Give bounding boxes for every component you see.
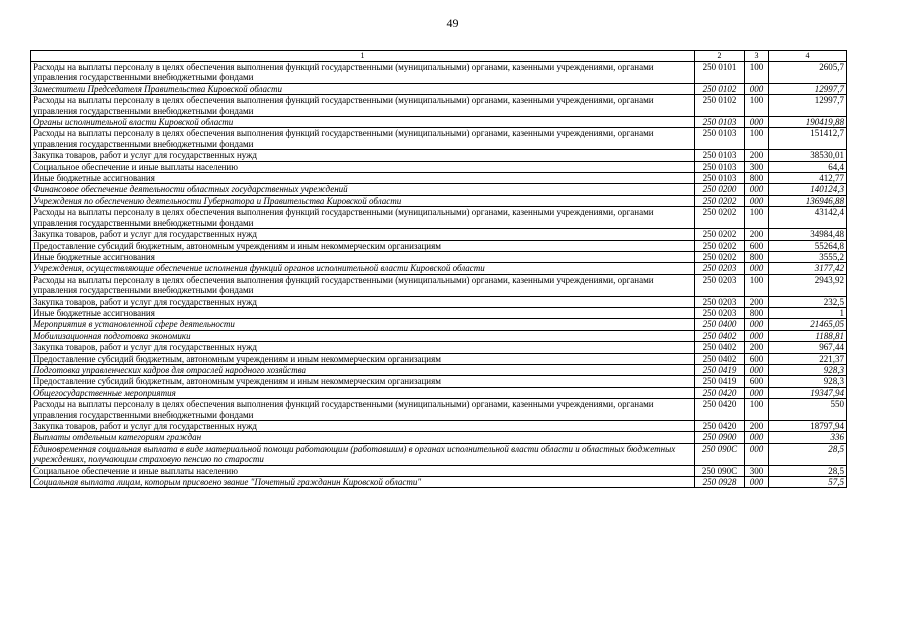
target-code-cell: 250 0420 — [695, 399, 745, 421]
expense-kind-cell: 000 — [745, 195, 769, 206]
header-row — [31, 51, 847, 62]
table-row — [31, 195, 847, 206]
target-code-cell: 250 0103 — [695, 117, 745, 128]
expense-kind-cell: 000 — [745, 319, 769, 330]
expense-kind-cell: 000 — [745, 387, 769, 398]
expense-kind-cell: 000 — [745, 330, 769, 341]
expense-kind-cell: 000 — [745, 443, 769, 465]
target-code-cell: 250 0900 — [695, 432, 745, 443]
amount-cell: 12997,7 — [769, 83, 847, 94]
target-code-cell: 250 0101 — [695, 62, 745, 84]
target-code-cell: 250 0103 — [695, 128, 745, 150]
expense-kind-cell: 200 — [745, 421, 769, 432]
table-row — [31, 477, 847, 488]
expense-name-cell: Общегосударственные мероприятия — [31, 387, 695, 398]
table-row — [31, 353, 847, 364]
table-row — [31, 319, 847, 330]
table-row — [31, 307, 847, 318]
table-row — [31, 376, 847, 387]
expense-name-cell: Предоставление субсидий бюджетным, автономным учреждениям и иным некоммерческим организациям — [31, 240, 695, 251]
table-row — [31, 173, 847, 184]
target-code-cell: 250 0202 — [695, 240, 745, 251]
page-number: 49 — [446, 16, 459, 30]
expense-kind-cell: 300 — [745, 161, 769, 172]
expense-kind-cell: 300 — [745, 465, 769, 476]
table-row — [31, 399, 847, 421]
target-code-cell: 250 0103 — [695, 161, 745, 172]
table-row — [31, 432, 847, 443]
amount-cell: 2605,7 — [769, 62, 847, 84]
expense-kind-cell: 000 — [745, 364, 769, 375]
amount-cell: 550 — [769, 399, 847, 421]
column-header-4: 4 — [769, 51, 847, 62]
expense-name-cell: Заместители Председателя Правительства Кировской области — [31, 83, 695, 94]
amount-cell: 28,5 — [769, 443, 847, 465]
target-code-cell: 250 0103 — [695, 173, 745, 184]
table-row — [31, 251, 847, 262]
expense-kind-cell: 000 — [745, 83, 769, 94]
expense-kind-cell: 200 — [745, 296, 769, 307]
target-code-cell: 250 0402 — [695, 330, 745, 341]
expense-kind-cell: 100 — [745, 274, 769, 296]
target-code-cell: 250 090С — [695, 465, 745, 476]
target-code-cell: 250 0419 — [695, 376, 745, 387]
target-code-cell: 250 0102 — [695, 83, 745, 94]
expense-name-cell: Финансовое обеспечение деятельности областных государственных учреждений — [31, 184, 695, 195]
expense-kind-cell: 600 — [745, 376, 769, 387]
amount-cell: 55264,8 — [769, 240, 847, 251]
table-row — [31, 240, 847, 251]
expense-name-cell: Единовременная социальная выплата в виде материальной помощи работающим (работавшим) в органах исполнительной власти области и областных бюджетных учреждениях, получающим страховую пенсию по старости — [31, 443, 695, 465]
amount-cell: 43142,4 — [769, 207, 847, 229]
amount-cell: 34984,48 — [769, 229, 847, 240]
target-code-cell: 250 0420 — [695, 387, 745, 398]
target-code-cell: 250 0402 — [695, 353, 745, 364]
table-row — [31, 150, 847, 161]
table-row — [31, 207, 847, 229]
expense-name-cell: Социальная выплата лицам, которым присвоено звание "Почетный гражданин Кировской области" — [31, 477, 695, 488]
amount-cell: 140124,3 — [769, 184, 847, 195]
table-row — [31, 421, 847, 432]
table-row — [31, 465, 847, 476]
target-code-cell: 250 0103 — [695, 150, 745, 161]
amount-cell: 928,3 — [769, 376, 847, 387]
expense-name-cell: Социальное обеспечение и иные выплаты населению — [31, 465, 695, 476]
expense-kind-cell: 800 — [745, 173, 769, 184]
expense-name-cell: Закупка товаров, работ и услуг для государственных нужд — [31, 150, 695, 161]
amount-cell: 221,37 — [769, 353, 847, 364]
table-row — [31, 184, 847, 195]
target-code-cell: 250 0928 — [695, 477, 745, 488]
expense-name-cell: Закупка товаров, работ и услуг для государственных нужд — [31, 296, 695, 307]
target-code-cell: 250 0202 — [695, 207, 745, 229]
expense-name-cell: Выплаты отдельным категориям граждан — [31, 432, 695, 443]
target-code-cell: 250 0200 — [695, 184, 745, 195]
target-code-cell: 250 0102 — [695, 95, 745, 117]
expense-name-cell: Закупка товаров, работ и услуг для государственных нужд — [31, 229, 695, 240]
expense-name-cell: Предоставление субсидий бюджетным, автономным учреждениям и иным некоммерческим организациям — [31, 376, 695, 387]
amount-cell: 136946,88 — [769, 195, 847, 206]
expense-kind-cell: 200 — [745, 229, 769, 240]
expense-kind-cell: 200 — [745, 150, 769, 161]
amount-cell: 151412,7 — [769, 128, 847, 150]
expense-name-cell: Учреждения по обеспечению деятельности Губернатора и Правительства Кировской области — [31, 195, 695, 206]
target-code-cell: 250 0203 — [695, 307, 745, 318]
amount-cell: 190419,88 — [769, 117, 847, 128]
expense-name-cell: Мобилизационная подготовка экономики — [31, 330, 695, 341]
column-header-3: 3 — [745, 51, 769, 62]
target-code-cell: 250 0420 — [695, 421, 745, 432]
expense-name-cell: Органы исполнительной власти Кировской области — [31, 117, 695, 128]
amount-cell: 38530,01 — [769, 150, 847, 161]
table-row — [31, 443, 847, 465]
expense-name-cell: Иные бюджетные ассигнования — [31, 173, 695, 184]
expense-name-cell: Предоставление субсидий бюджетным, автономным учреждениям и иным некоммерческим организациям — [31, 353, 695, 364]
amount-cell: 232,5 — [769, 296, 847, 307]
column-header-2: 2 — [695, 51, 745, 62]
expense-kind-cell: 600 — [745, 353, 769, 364]
expense-kind-cell: 000 — [745, 117, 769, 128]
expense-name-cell: Иные бюджетные ассигнования — [31, 307, 695, 318]
table-row — [31, 83, 847, 94]
table-body — [31, 62, 847, 488]
expense-name-cell: Расходы на выплаты персоналу в целях обеспечения выполнения функций государственными (муниципальными) органами, казенными учреждениями, органами управления государственными внебюджетными фондами — [31, 62, 695, 84]
table-row — [31, 62, 847, 84]
expense-name-cell: Закупка товаров, работ и услуг для государственных нужд — [31, 342, 695, 353]
amount-cell: 967,44 — [769, 342, 847, 353]
expense-kind-cell: 600 — [745, 240, 769, 251]
amount-cell: 3555,2 — [769, 251, 847, 262]
amount-cell: 3177,42 — [769, 263, 847, 274]
expense-kind-cell: 100 — [745, 95, 769, 117]
amount-cell: 18797,94 — [769, 421, 847, 432]
expense-name-cell: Мероприятия в установленной сфере деятельности — [31, 319, 695, 330]
amount-cell: 336 — [769, 432, 847, 443]
table-row — [31, 161, 847, 172]
target-code-cell: 250 090С — [695, 443, 745, 465]
expense-kind-cell: 100 — [745, 128, 769, 150]
expense-name-cell: Расходы на выплаты персоналу в целях обеспечения выполнения функций государственными (муниципальными) органами, казенными учреждениями, органами управления государственными внебюджетными фондами — [31, 95, 695, 117]
target-code-cell: 250 0203 — [695, 263, 745, 274]
expense-name-cell: Расходы на выплаты персоналу в целях обеспечения выполнения функций государственными (муниципальными) органами, казенными учреждениями, органами управления государственными внебюджетными фондами — [31, 128, 695, 150]
budget-table — [30, 50, 847, 488]
amount-cell: 21465,05 — [769, 319, 847, 330]
table-row — [31, 95, 847, 117]
expense-kind-cell: 000 — [745, 263, 769, 274]
table-row — [31, 387, 847, 398]
amount-cell: 57,5 — [769, 477, 847, 488]
expense-kind-cell: 100 — [745, 62, 769, 84]
expense-kind-cell: 800 — [745, 307, 769, 318]
expense-kind-cell: 200 — [745, 342, 769, 353]
table-row — [31, 330, 847, 341]
amount-cell: 19347,94 — [769, 387, 847, 398]
expense-name-cell: Иные бюджетные ассигнования — [31, 251, 695, 262]
expense-name-cell: Расходы на выплаты персоналу в целях обеспечения выполнения функций государственными (муниципальными) органами, казенными учреждениями, органами управления государственными внебюджетными фондами — [31, 274, 695, 296]
amount-cell: 1 — [769, 307, 847, 318]
amount-cell: 928,3 — [769, 364, 847, 375]
table-row — [31, 364, 847, 375]
table-row — [31, 117, 847, 128]
target-code-cell: 250 0203 — [695, 296, 745, 307]
amount-cell: 12997,7 — [769, 95, 847, 117]
expense-kind-cell: 100 — [745, 207, 769, 229]
table-row — [31, 128, 847, 150]
table-row — [31, 342, 847, 353]
expense-name-cell: Расходы на выплаты персоналу в целях обеспечения выполнения функций государственными (муниципальными) органами, казенными учреждениями, органами управления государственными внебюджетными фондами — [31, 207, 695, 229]
table-header — [31, 51, 847, 62]
table-row — [31, 263, 847, 274]
expense-name-cell: Расходы на выплаты персоналу в целях обеспечения выполнения функций государственными (муниципальными) органами, казенными учреждениями, органами управления государственными внебюджетными фондами — [31, 399, 695, 421]
target-code-cell: 250 0203 — [695, 274, 745, 296]
expense-kind-cell: 000 — [745, 432, 769, 443]
amount-cell: 1188,81 — [769, 330, 847, 341]
table-row — [31, 274, 847, 296]
expense-kind-cell: 100 — [745, 399, 769, 421]
amount-cell: 64,4 — [769, 161, 847, 172]
target-code-cell: 250 0202 — [695, 195, 745, 206]
target-code-cell: 250 0400 — [695, 319, 745, 330]
expense-kind-cell: 800 — [745, 251, 769, 262]
target-code-cell: 250 0402 — [695, 342, 745, 353]
expense-kind-cell: 000 — [745, 477, 769, 488]
expense-name-cell: Учреждения, осуществляющие обеспечение исполнения функций органов исполнительной власти Кировской области — [31, 263, 695, 274]
target-code-cell: 250 0419 — [695, 364, 745, 375]
amount-cell: 2943,92 — [769, 274, 847, 296]
amount-cell: 28,5 — [769, 465, 847, 476]
target-code-cell: 250 0202 — [695, 251, 745, 262]
table-row — [31, 296, 847, 307]
expense-name-cell: Подготовка управленческих кадров для отраслей народного хозяйства — [31, 364, 695, 375]
expense-name-cell: Закупка товаров, работ и услуг для государственных нужд — [31, 421, 695, 432]
expense-name-cell: Социальное обеспечение и иные выплаты населению — [31, 161, 695, 172]
column-header-1: 1 — [31, 51, 695, 62]
amount-cell: 412,77 — [769, 173, 847, 184]
expense-kind-cell: 000 — [745, 184, 769, 195]
table-row — [31, 229, 847, 240]
target-code-cell: 250 0202 — [695, 229, 745, 240]
